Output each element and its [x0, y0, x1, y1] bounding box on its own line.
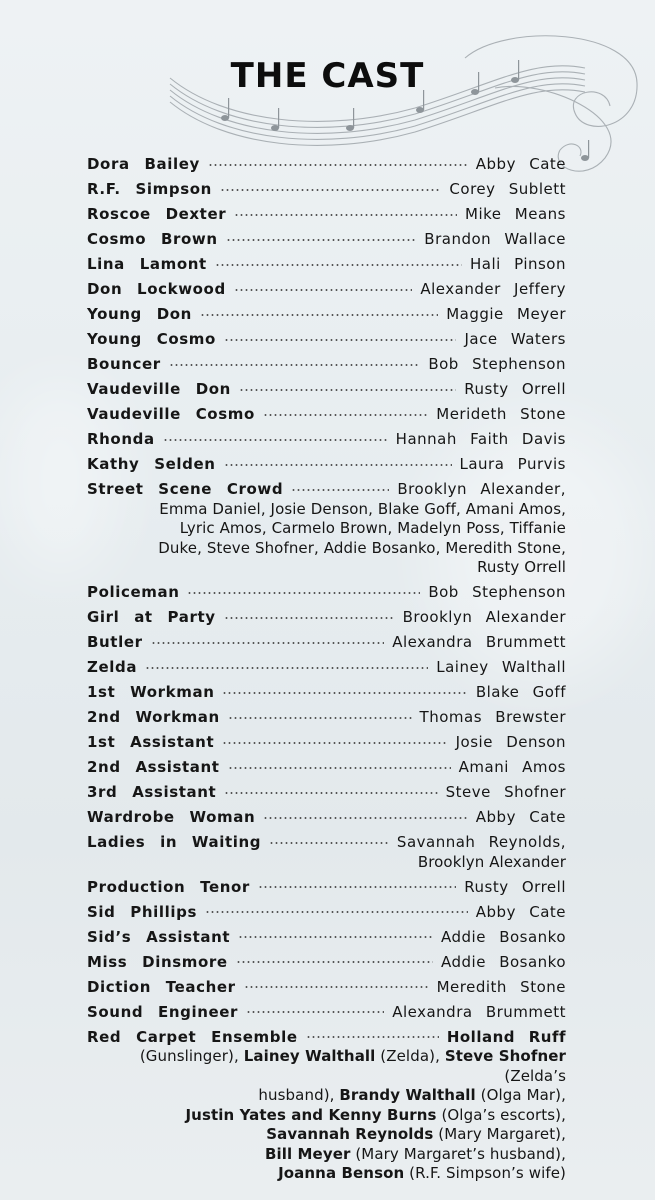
dot-leader	[220, 188, 442, 192]
page-title: THE CAST	[230, 56, 425, 96]
actor-name: Lainey Walthall	[243, 1047, 376, 1065]
cast-row	[87, 205, 566, 225]
cast-line	[87, 155, 566, 175]
cast-row	[87, 928, 566, 948]
cast-row	[87, 355, 566, 375]
ensemble-line	[87, 1106, 566, 1126]
cast-row	[87, 658, 566, 678]
dot-leader	[169, 363, 421, 367]
role-name: 2nd Assistant	[87, 758, 220, 776]
cast-line	[87, 658, 566, 678]
role-name: Kathy Selden	[87, 455, 216, 473]
actor-name: Abby Cate	[475, 808, 566, 826]
cast-line	[87, 928, 566, 948]
actor-name: Addie Bosanko	[440, 952, 566, 971]
role-name: Lina Lamont	[87, 255, 207, 273]
actor-name: Brandy Walthall	[339, 1086, 476, 1104]
role-name: Girl at Party	[87, 608, 216, 626]
cast-line	[87, 355, 566, 375]
cast-line	[87, 455, 566, 475]
character-note: (Gunslinger),	[139, 1047, 244, 1065]
character-note: (Mary Margaret),	[433, 1125, 566, 1143]
cast-row	[87, 633, 566, 653]
role-name: Bouncer	[87, 355, 161, 373]
cast-row	[87, 833, 566, 872]
cast-row	[87, 808, 566, 828]
actor-continuation: Lyric Amos, Carmelo Brown, Madelyn Poss, Tiffanie	[179, 519, 566, 537]
dot-leader	[246, 1010, 384, 1014]
role-name: Sound Engineer	[87, 1002, 239, 1021]
cast-row-ensemble	[87, 1028, 566, 1184]
actor-name: Rusty Orrell	[464, 877, 566, 896]
cast-list	[87, 155, 566, 1189]
actor-name: Jace Waters	[464, 330, 566, 348]
actor-name: Savannah Reynolds,	[396, 833, 566, 851]
cast-line	[87, 305, 566, 325]
role-name: Production Tenor	[87, 877, 250, 896]
role-name: Young Cosmo	[87, 330, 216, 348]
dot-leader	[239, 388, 456, 392]
role-name: Don Lockwood	[87, 280, 226, 298]
cast-row	[87, 155, 566, 175]
ensemble-line	[87, 1164, 566, 1184]
role-name: R.F. Simpson	[87, 180, 212, 198]
actor-name: Corey Sublett	[449, 180, 566, 198]
cast-row	[87, 608, 566, 628]
cast-line	[87, 430, 566, 450]
actor-continuation: Brooklyn Alexander	[417, 852, 566, 871]
dot-leader	[228, 766, 451, 770]
dot-leader	[306, 1035, 439, 1039]
dot-leader	[163, 438, 388, 442]
cast-row	[87, 683, 566, 703]
actor-name: Brooklyn Alexander	[402, 608, 566, 626]
actor-continuation: Rusty Orrell	[477, 558, 566, 576]
cast-row	[87, 903, 566, 923]
role-name: 1st Workman	[87, 683, 215, 701]
cast-line	[87, 758, 566, 778]
ensemble-line	[87, 1145, 566, 1165]
cast-line	[87, 380, 566, 400]
actor-name: Steve Shofner	[445, 783, 566, 801]
dot-leader	[238, 935, 433, 939]
cast-row	[87, 280, 566, 300]
role-name: Vaudeville Don	[87, 380, 231, 398]
role-name: Zelda	[87, 658, 138, 676]
cast-line	[87, 708, 566, 728]
dot-leader	[222, 741, 447, 745]
dot-leader	[269, 841, 389, 845]
actor-name: Thomas Brewster	[419, 708, 566, 726]
role-name: Young Don	[87, 305, 192, 323]
cast-line	[87, 878, 566, 898]
role-name: Sid Phillips	[87, 902, 198, 921]
role-name: 3rd Assistant	[87, 783, 217, 801]
dot-leader	[226, 238, 417, 242]
actor-name: Bob Stephenson	[428, 355, 566, 373]
dot-leader	[291, 488, 389, 492]
cast-line	[87, 608, 566, 628]
cast-row	[87, 255, 566, 275]
cast-row	[87, 455, 566, 475]
cast-line	[87, 480, 566, 500]
dot-leader	[234, 288, 413, 292]
cast-row	[87, 230, 566, 250]
actor-name: Rusty Orrell	[464, 380, 566, 398]
role-name: Sid’s Assistant	[87, 927, 231, 946]
cast-row	[87, 733, 566, 753]
actor-name: Maggie Meyer	[446, 305, 566, 323]
actor-name: Mike Means	[465, 205, 566, 223]
cast-row	[87, 583, 566, 603]
cast-line	[87, 583, 566, 603]
cast-line	[87, 633, 566, 653]
character-note: (Zelda),	[375, 1047, 445, 1065]
cast-line	[87, 683, 566, 703]
cast-line	[87, 808, 566, 828]
cast-line	[87, 205, 566, 225]
actor-name: Alexander Jeffery	[420, 280, 566, 298]
actor-name: Alexandra Brummett	[392, 1002, 566, 1021]
dot-leader	[244, 985, 429, 989]
cast-row	[87, 758, 566, 778]
ensemble-line	[87, 1086, 566, 1106]
cast-row	[87, 708, 566, 728]
actor-name: Hannah Faith Davis	[395, 430, 566, 448]
cast-line	[87, 953, 566, 973]
actor-name: Abby Cate	[475, 902, 566, 921]
role-name: Dora Bailey	[87, 155, 200, 173]
actor-name: Hali Pinson	[470, 255, 566, 273]
actor-name: Amani Amos	[458, 758, 566, 776]
dot-leader	[224, 338, 457, 342]
cast-line	[87, 783, 566, 803]
dot-leader	[208, 163, 468, 167]
dot-leader	[263, 816, 468, 820]
dot-leader	[224, 616, 395, 620]
dot-leader	[187, 591, 420, 595]
role-name: Wardrobe Woman	[87, 808, 256, 826]
dot-leader	[224, 463, 452, 467]
actor-name: Blake Goff	[475, 683, 566, 701]
actor-name: Lainey Walthall	[436, 658, 566, 676]
cast-line	[87, 330, 566, 350]
cast-line	[87, 733, 566, 753]
cast-row	[87, 953, 566, 973]
dot-leader	[151, 641, 385, 645]
cast-row	[87, 305, 566, 325]
cast-row	[87, 878, 566, 898]
actor-name: Bob Stephenson	[428, 583, 566, 601]
cast-line	[87, 280, 566, 300]
dot-leader	[222, 691, 467, 695]
cast-line	[87, 978, 566, 998]
dot-leader	[258, 885, 456, 889]
role-name: Rhonda	[87, 430, 155, 448]
actor-name: Steve Shofner	[444, 1047, 566, 1065]
role-name: Cosmo Brown	[87, 230, 218, 248]
actor-name: Josie Denson	[455, 733, 566, 751]
actor-name: Merideth Stone	[436, 405, 566, 423]
cast-row	[87, 405, 566, 425]
dot-leader	[263, 413, 428, 417]
dot-leader	[224, 791, 437, 795]
cast-line	[87, 180, 566, 200]
actor-name: Bill Meyer	[264, 1144, 351, 1163]
dot-leader	[236, 960, 433, 964]
actor-name: Laura Purvis	[459, 455, 566, 473]
character-note: (Olga’s escorts),	[436, 1105, 566, 1124]
cast-line	[87, 255, 566, 275]
cast-row	[87, 380, 566, 400]
role-name: Policeman	[87, 583, 180, 601]
character-note: husband),	[258, 1086, 340, 1104]
actor-name: Brooklyn Alexander,	[397, 480, 566, 498]
role-name: Street Scene Crowd	[87, 480, 284, 498]
character-note: (Mary Margaret’s husband),	[350, 1144, 566, 1163]
character-note: (Olga Mar),	[475, 1086, 566, 1104]
cast-row	[87, 783, 566, 803]
actor-name: Alexandra Brummett	[392, 633, 566, 651]
role-name: Miss Dinsmore	[87, 952, 228, 971]
role-name: Ladies in Waiting	[87, 833, 262, 851]
cast-line	[87, 833, 566, 853]
cast-line	[87, 903, 566, 923]
ensemble-line	[87, 1047, 566, 1086]
dot-leader	[215, 263, 462, 267]
ensemble-line	[87, 1125, 566, 1145]
role-name: Red Carpet Ensemble	[87, 1027, 298, 1046]
actor-name: Justin Yates and Kenny Burns	[185, 1105, 437, 1124]
character-note: (Zelda’s	[504, 1066, 566, 1085]
actor-name: Joanna Benson	[278, 1164, 405, 1182]
cast-line	[87, 230, 566, 250]
actor-name: Meredith Stone	[436, 977, 566, 996]
role-name: Diction Teacher	[87, 977, 236, 996]
cast-row	[87, 180, 566, 200]
cast-row	[87, 480, 566, 578]
role-name: Butler	[87, 633, 143, 651]
actor-continuation: Duke, Steve Shofner, Addie Bosanko, Meredith Stone,	[158, 538, 566, 557]
dot-leader	[228, 716, 412, 720]
dot-leader	[145, 666, 428, 670]
actor-continuation: Emma Daniel, Josie Denson, Blake Goff, Amani Amos,	[159, 499, 566, 518]
dot-leader	[200, 313, 438, 317]
cast-row	[87, 978, 566, 998]
character-note: (R.F. Simpson’s wife)	[404, 1164, 566, 1182]
cast-row	[87, 330, 566, 350]
role-name: Roscoe Dexter	[87, 205, 227, 223]
cast-line	[87, 1003, 566, 1023]
cast-line	[87, 1028, 566, 1048]
cast-line	[87, 405, 566, 425]
actor-name: Holland Ruff	[446, 1027, 566, 1046]
actor-name: Savannah Reynolds	[266, 1125, 434, 1143]
dot-leader	[205, 910, 468, 914]
actor-name: Abby Cate	[475, 155, 566, 173]
role-name: 1st Assistant	[87, 733, 215, 751]
cast-row	[87, 1003, 566, 1023]
actor-name: Addie Bosanko	[440, 927, 566, 946]
cast-row	[87, 430, 566, 450]
role-name: 2nd Workman	[87, 708, 220, 726]
role-name: Vaudeville Cosmo	[87, 405, 255, 423]
dot-leader	[234, 213, 457, 217]
actor-name: Brandon Wallace	[424, 230, 566, 248]
